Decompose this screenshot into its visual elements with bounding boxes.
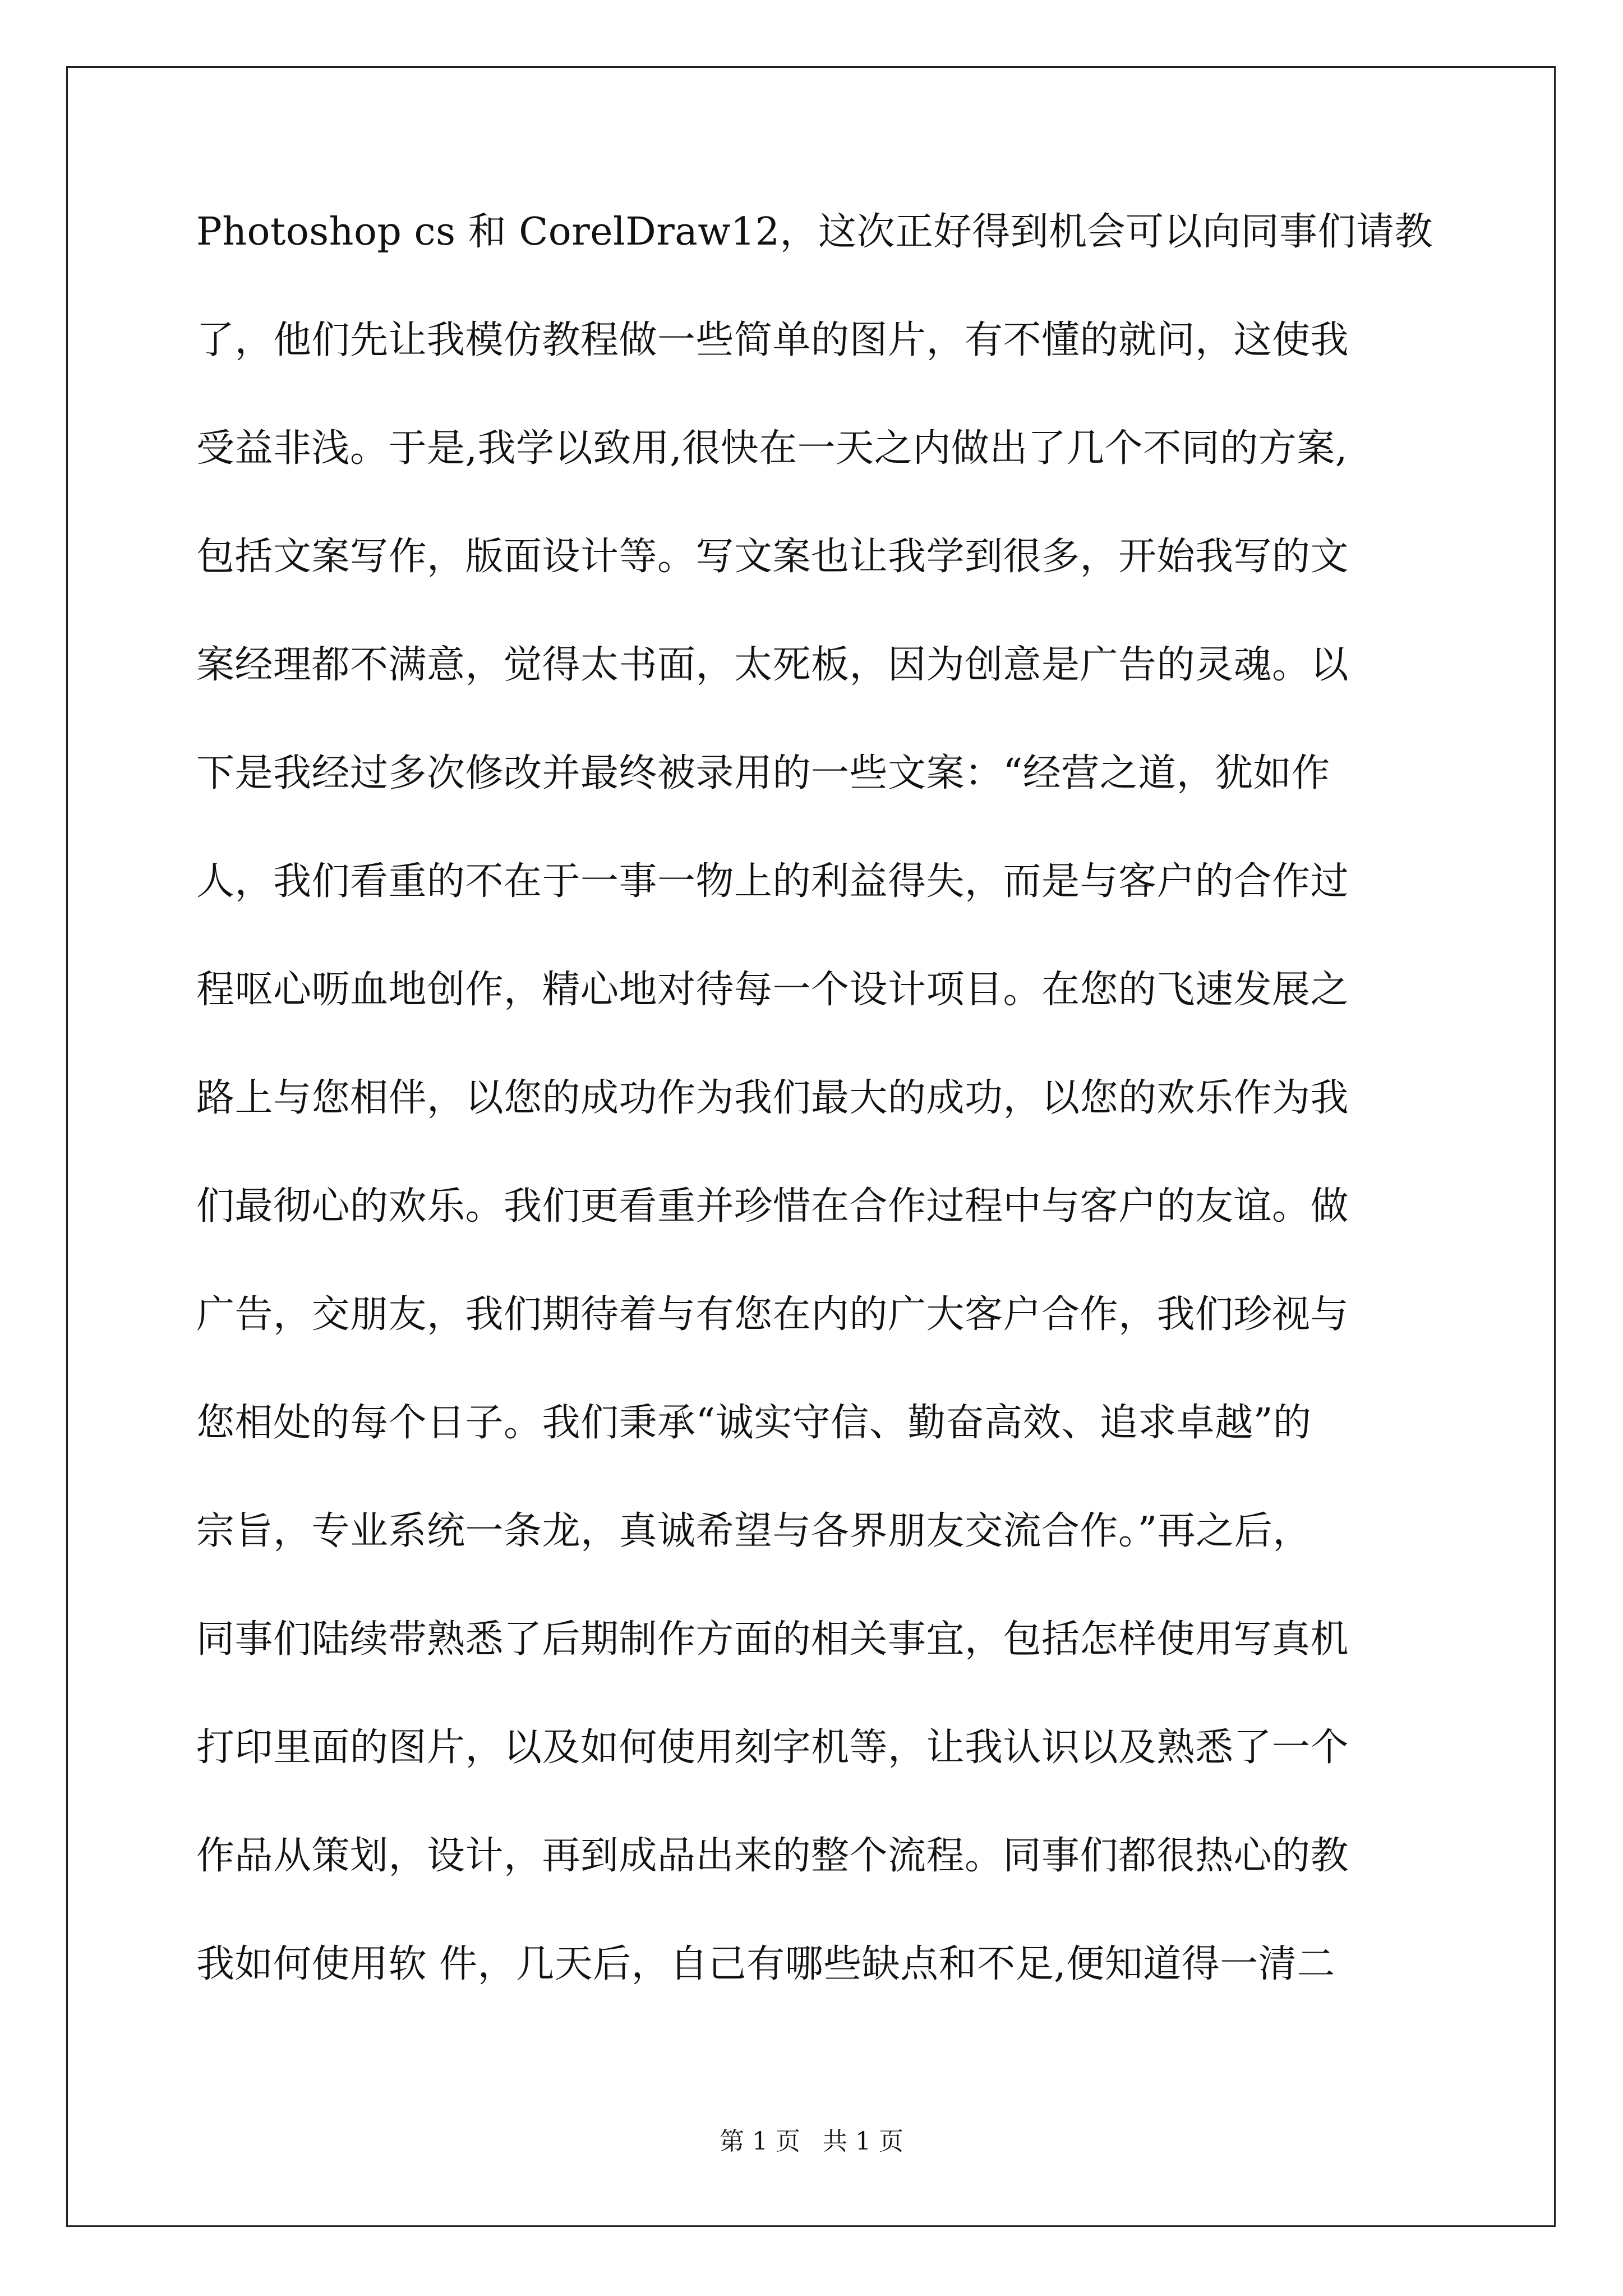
text-line: 受益非浅。于是,我学以致用,很快在一天之内做出了几个不同的方案, [196, 426, 1348, 471]
text-line: 我如何使用软 件，几天后，自己有哪些缺点和不足,便知道得一清二 [196, 1942, 1335, 1986]
text-line: 同事们陆续带熟悉了后期制作方面的相关事宜，包括怎样使用写真机 [196, 1617, 1349, 1662]
page-number-current: 第 1 页 [720, 2127, 800, 2156]
text-line: 打印里面的图片，以及如何使用刻字机等，让我认识以及熟悉了一个 [196, 1726, 1349, 1770]
text-line: 案经理都不满意，觉得太书面，太死板，因为创意是广告的灵魂。以 [196, 643, 1349, 687]
text-line: 广告，交朋友，我们期待着与有您在内的广大客户合作，我们珍视与 [196, 1292, 1349, 1337]
document-body [196, 210, 1433, 2054]
text-line: 们最彻心的欢乐。我们更看重并珍惜在合作过程中与客户的友谊。做 [196, 1184, 1349, 1228]
text-line: 了，他们先让我模仿教程做一些简单的图片，有不懂的就问，这使我 [196, 318, 1349, 362]
text-line: 包括文案写作，版面设计等。写文案也让我学到很多，开始我写的文 [196, 535, 1349, 579]
text-line: 路上与您相伴，以您的成功作为我们最大的成功，以您的欢乐作为我 [196, 1076, 1349, 1120]
text-line: 宗旨，专业系统一条龙，真诚希望与各界朋友交流合作。”再之后， [196, 1509, 1311, 1553]
text-line: 人，我们看重的不在于一事一物上的利益得失，而是与客户的合作过 [196, 859, 1349, 904]
text-line: 作品从策划，设计，再到成品出来的整个流程。同事们都很热心的教 [196, 1834, 1349, 1878]
text-line: 您相处的每个日子。我们秉承“诚实守信、勤奋高效、追求卓越”的 [196, 1401, 1312, 1445]
page-number-total: 共 1 页 [823, 2127, 903, 2156]
text-line: 下是我经过多次修改并最终被录用的一些文案：“经营之道，犹如作 [196, 751, 1330, 795]
page-footer [0, 2129, 1623, 2154]
text-line: Photoshop cs 和 CorelDraw12，这次正好得到机会可以向同事们请教 [196, 210, 1433, 254]
text-line: 程呕心呖血地创作，精心地对待每一个设计项目。在您的飞速发展之 [196, 968, 1349, 1012]
